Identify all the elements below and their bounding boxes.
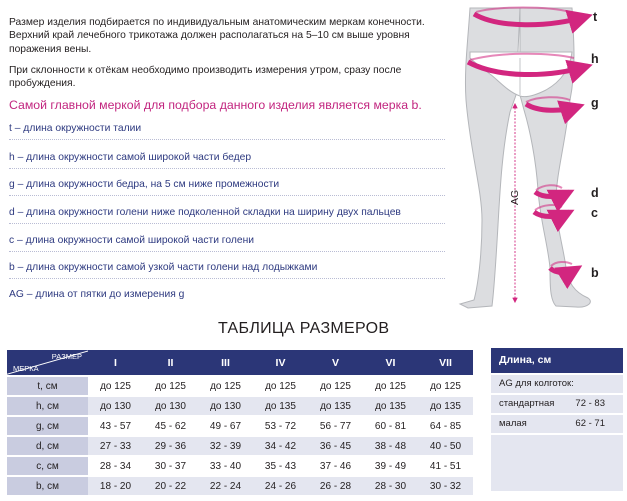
definition-divider bbox=[9, 195, 445, 196]
table-cell: 53 - 72 bbox=[253, 417, 308, 435]
label-b: b bbox=[591, 266, 599, 280]
table-cell: 38 - 48 bbox=[363, 437, 418, 455]
label-d: d bbox=[591, 186, 599, 200]
row-label: t, см bbox=[7, 377, 88, 395]
length-row-value: 62 - 71 bbox=[575, 418, 605, 429]
table-cell: 34 - 42 bbox=[253, 437, 308, 455]
length-subheader bbox=[491, 375, 623, 393]
table-cell: до 130 bbox=[143, 397, 198, 415]
definition-divider bbox=[9, 168, 445, 169]
table-row bbox=[7, 417, 473, 435]
definition-t: t – длина окружности талии bbox=[9, 123, 142, 134]
table-cell: 24 - 26 bbox=[253, 477, 308, 495]
row-label: h, см bbox=[7, 397, 88, 415]
size-table-header bbox=[7, 350, 473, 375]
size-table-title: ТАБЛИЦА РАЗМЕРОВ bbox=[218, 320, 390, 337]
table-row bbox=[7, 397, 473, 415]
size-column-header: VII bbox=[418, 350, 473, 375]
length-row-value: 72 - 83 bbox=[575, 398, 605, 409]
length-table-header: Длина, см bbox=[491, 348, 623, 373]
table-cell: 28 - 30 bbox=[363, 477, 418, 495]
table-cell: 41 - 51 bbox=[418, 457, 473, 475]
table-cell: 39 - 49 bbox=[363, 457, 418, 475]
definition-b: b – длина окружности самой узкой части голени над лодыжками bbox=[9, 262, 318, 273]
length-table bbox=[491, 348, 623, 491]
length-row bbox=[491, 395, 623, 413]
label-c: c bbox=[591, 206, 598, 220]
table-row bbox=[7, 377, 473, 395]
table-cell: до 135 bbox=[363, 397, 418, 415]
table-cell: 60 - 81 bbox=[363, 417, 418, 435]
table-cell: 43 - 57 bbox=[88, 417, 143, 435]
table-cell: до 125 bbox=[308, 377, 363, 395]
intro-paragraph-2: При склонности к отёкам необходимо производить измерения утром, сразу после пробуждения. bbox=[9, 64, 402, 90]
table-row bbox=[7, 457, 473, 475]
table-cell: до 135 bbox=[418, 397, 473, 415]
length-table-filler bbox=[491, 435, 623, 491]
size-column-header: II bbox=[143, 350, 198, 375]
table-cell: до 130 bbox=[198, 397, 253, 415]
label-g: g bbox=[591, 96, 599, 110]
table-cell: 35 - 43 bbox=[253, 457, 308, 475]
length-row-label: малая bbox=[499, 418, 527, 429]
table-cell: 49 - 67 bbox=[198, 417, 253, 435]
table-cell: 45 - 62 bbox=[143, 417, 198, 435]
definition-divider bbox=[9, 223, 445, 224]
table-cell: 64 - 85 bbox=[418, 417, 473, 435]
table-cell: 56 - 77 bbox=[308, 417, 363, 435]
table-cell: 36 - 45 bbox=[308, 437, 363, 455]
label-t: t bbox=[593, 10, 598, 24]
main-measure-note: Самой главной меркой для подбора данного изделия является мерка b. bbox=[9, 98, 422, 112]
intro-text bbox=[9, 16, 429, 98]
table-cell: до 125 bbox=[88, 377, 143, 395]
table-cell: до 125 bbox=[253, 377, 308, 395]
table-cell: 22 - 24 bbox=[198, 477, 253, 495]
definition-c: c – длина окружности самой широкой части голени bbox=[9, 235, 255, 246]
size-column-header: I bbox=[88, 350, 143, 375]
length-row-label: стандартная bbox=[499, 398, 555, 409]
intro-paragraph-1: Размер изделия подбирается по индивидуальным анатомическим меркам конечности. Верхний край лечебного трикотажа должен располагаться на 5–10 см выше уровня поражения вены. bbox=[9, 17, 425, 55]
definition-ag: AG – длина от пятки до измерения g bbox=[9, 289, 185, 300]
definition-divider bbox=[9, 139, 445, 140]
definition-divider bbox=[9, 251, 445, 252]
definition-h: h – длина окружности самой широкой части бедер bbox=[9, 152, 252, 163]
table-cell: 30 - 37 bbox=[143, 457, 198, 475]
row-label: g, см bbox=[7, 417, 88, 435]
length-subheader-label: AG для колготок: bbox=[499, 378, 574, 389]
table-cell: 20 - 22 bbox=[143, 477, 198, 495]
table-cell: до 135 bbox=[308, 397, 363, 415]
table-cell: 37 - 46 bbox=[308, 457, 363, 475]
leg-measurement-figure bbox=[438, 0, 627, 310]
table-cell: 18 - 20 bbox=[88, 477, 143, 495]
label-ag: AG bbox=[509, 189, 521, 205]
table-cell: 28 - 34 bbox=[88, 457, 143, 475]
corner-measure-label: МЕРКА bbox=[13, 364, 39, 373]
table-cell: до 125 bbox=[418, 377, 473, 395]
size-column-header: V bbox=[308, 350, 363, 375]
row-label: d, см bbox=[7, 437, 88, 455]
table-cell: до 130 bbox=[88, 397, 143, 415]
table-cell: до 125 bbox=[143, 377, 198, 395]
table-row bbox=[7, 477, 473, 495]
table-cell: 30 - 32 bbox=[418, 477, 473, 495]
table-cell: до 135 bbox=[253, 397, 308, 415]
table-cell: 27 - 33 bbox=[88, 437, 143, 455]
row-label: b, см bbox=[7, 477, 88, 495]
size-column-header: IV bbox=[253, 350, 308, 375]
table-cell: 40 - 50 bbox=[418, 437, 473, 455]
label-h: h bbox=[591, 52, 599, 66]
size-table bbox=[7, 348, 473, 497]
corner-size-label: РАЗМЕР bbox=[51, 352, 82, 361]
table-cell: 26 - 28 bbox=[308, 477, 363, 495]
table-cell: 32 - 39 bbox=[198, 437, 253, 455]
table-cell: до 125 bbox=[363, 377, 418, 395]
definition-d: d – длина окружности голени ниже подколенной складки на ширину двух пальцев bbox=[9, 207, 401, 218]
table-cell: до 125 bbox=[198, 377, 253, 395]
table-cell: 29 - 36 bbox=[143, 437, 198, 455]
size-table-corner bbox=[7, 350, 88, 375]
size-column-header: III bbox=[198, 350, 253, 375]
definition-divider bbox=[9, 278, 445, 279]
row-label: c, см bbox=[7, 457, 88, 475]
definition-g: g – длина окружности бедра, на 5 см ниже промежности bbox=[9, 179, 280, 190]
table-cell: 33 - 40 bbox=[198, 457, 253, 475]
length-row bbox=[491, 415, 623, 433]
legs-illustration bbox=[438, 0, 627, 310]
size-column-header: VI bbox=[363, 350, 418, 375]
table-row bbox=[7, 437, 473, 455]
